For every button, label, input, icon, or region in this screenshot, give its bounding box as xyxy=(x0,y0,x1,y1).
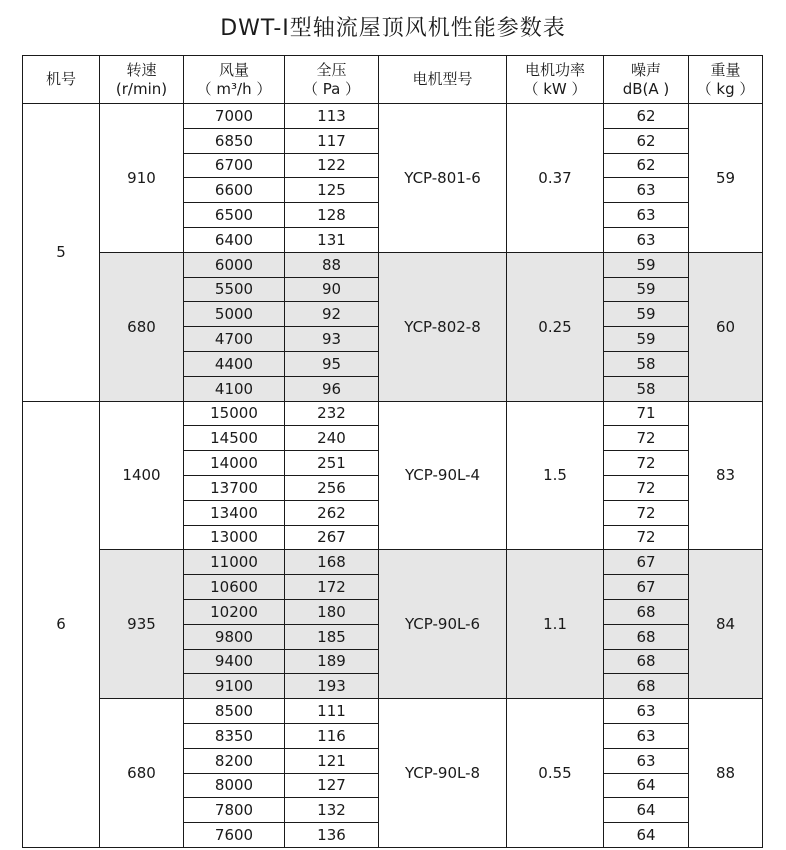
pressure-cell: 168 xyxy=(285,550,379,575)
airflow-cell: 10200 xyxy=(184,599,285,624)
airflow-cell: 7800 xyxy=(184,798,285,823)
noise-cell: 68 xyxy=(604,624,689,649)
header-weight: 重量 （ kg ） xyxy=(689,56,763,104)
header-pressure: 全压 （ Pa ） xyxy=(285,56,379,104)
motor-model-cell: YCP-90L-8 xyxy=(379,699,507,848)
pressure-cell: 127 xyxy=(285,773,379,798)
pressure-cell: 88 xyxy=(285,252,379,277)
airflow-cell: 8000 xyxy=(184,773,285,798)
noise-cell: 64 xyxy=(604,798,689,823)
header-machine-no: 机号 xyxy=(23,56,100,104)
airflow-cell: 6700 xyxy=(184,153,285,178)
pressure-cell: 113 xyxy=(285,104,379,129)
airflow-cell: 10600 xyxy=(184,575,285,600)
header-speed: 转速 (r/min) xyxy=(100,56,184,104)
noise-cell: 72 xyxy=(604,500,689,525)
airflow-cell: 9800 xyxy=(184,624,285,649)
airflow-cell: 13700 xyxy=(184,475,285,500)
airflow-cell: 4400 xyxy=(184,351,285,376)
airflow-cell: 7600 xyxy=(184,823,285,848)
noise-cell: 58 xyxy=(604,351,689,376)
pressure-cell: 131 xyxy=(285,227,379,252)
motor-power-cell: 1.1 xyxy=(507,550,604,699)
pressure-cell: 95 xyxy=(285,351,379,376)
table-row xyxy=(23,699,763,724)
weight-cell: 59 xyxy=(689,104,763,253)
speed-cell: 680 xyxy=(100,699,184,848)
noise-cell: 59 xyxy=(604,277,689,302)
noise-cell: 63 xyxy=(604,227,689,252)
motor-model-cell: YCP-90L-6 xyxy=(379,550,507,699)
airflow-cell: 14000 xyxy=(184,451,285,476)
table-row xyxy=(23,550,763,575)
performance-table xyxy=(22,55,763,848)
airflow-cell: 4100 xyxy=(184,376,285,401)
noise-cell: 67 xyxy=(604,575,689,600)
noise-cell: 58 xyxy=(604,376,689,401)
weight-cell: 60 xyxy=(689,252,763,401)
noise-cell: 64 xyxy=(604,823,689,848)
noise-cell: 72 xyxy=(604,451,689,476)
noise-cell: 68 xyxy=(604,674,689,699)
motor-power-cell: 0.37 xyxy=(507,104,604,253)
airflow-cell: 8350 xyxy=(184,723,285,748)
table-row xyxy=(23,401,763,426)
pressure-cell: 116 xyxy=(285,723,379,748)
noise-cell: 68 xyxy=(604,599,689,624)
pressure-cell: 256 xyxy=(285,475,379,500)
speed-cell: 680 xyxy=(100,252,184,401)
airflow-cell: 13400 xyxy=(184,500,285,525)
pressure-cell: 180 xyxy=(285,599,379,624)
airflow-cell: 4700 xyxy=(184,327,285,352)
motor-model-cell: YCP-801-6 xyxy=(379,104,507,253)
speed-cell: 910 xyxy=(100,104,184,253)
header-airflow: 风量 （ m³/h ） xyxy=(184,56,285,104)
noise-cell: 63 xyxy=(604,203,689,228)
pressure-cell: 92 xyxy=(285,302,379,327)
noise-cell: 72 xyxy=(604,426,689,451)
weight-cell: 83 xyxy=(689,401,763,550)
noise-cell: 67 xyxy=(604,550,689,575)
pressure-cell: 193 xyxy=(285,674,379,699)
machine-no-cell: 5 xyxy=(23,104,100,402)
noise-cell: 64 xyxy=(604,773,689,798)
airflow-cell: 9400 xyxy=(184,649,285,674)
header-noise: 噪声 dB(A ) xyxy=(604,56,689,104)
noise-cell: 63 xyxy=(604,723,689,748)
noise-cell: 62 xyxy=(604,128,689,153)
pressure-cell: 93 xyxy=(285,327,379,352)
airflow-cell: 8200 xyxy=(184,748,285,773)
pressure-cell: 96 xyxy=(285,376,379,401)
pressure-cell: 172 xyxy=(285,575,379,600)
noise-cell: 63 xyxy=(604,178,689,203)
pressure-cell: 251 xyxy=(285,451,379,476)
noise-cell: 68 xyxy=(604,649,689,674)
airflow-cell: 8500 xyxy=(184,699,285,724)
table-body xyxy=(23,104,763,848)
pressure-cell: 121 xyxy=(285,748,379,773)
airflow-cell: 7000 xyxy=(184,104,285,129)
airflow-cell: 6500 xyxy=(184,203,285,228)
table-row xyxy=(23,252,763,277)
motor-power-cell: 1.5 xyxy=(507,401,604,550)
noise-cell: 63 xyxy=(604,748,689,773)
airflow-cell: 13000 xyxy=(184,525,285,550)
airflow-cell: 5000 xyxy=(184,302,285,327)
noise-cell: 72 xyxy=(604,475,689,500)
noise-cell: 59 xyxy=(604,327,689,352)
motor-power-cell: 0.25 xyxy=(507,252,604,401)
noise-cell: 59 xyxy=(604,302,689,327)
pressure-cell: 117 xyxy=(285,128,379,153)
airflow-cell: 15000 xyxy=(184,401,285,426)
airflow-cell: 9100 xyxy=(184,674,285,699)
airflow-cell: 6000 xyxy=(184,252,285,277)
airflow-cell: 6400 xyxy=(184,227,285,252)
table-row xyxy=(23,104,763,129)
header-motor-power: 电机功率 （ kW ） xyxy=(507,56,604,104)
header-motor-model: 电机型号 xyxy=(379,56,507,104)
pressure-cell: 185 xyxy=(285,624,379,649)
pressure-cell: 132 xyxy=(285,798,379,823)
motor-model-cell: YCP-90L-4 xyxy=(379,401,507,550)
airflow-cell: 14500 xyxy=(184,426,285,451)
pressure-cell: 232 xyxy=(285,401,379,426)
page-title: DWT-I型轴流屋顶风机性能参数表 xyxy=(220,16,566,41)
weight-cell: 88 xyxy=(689,699,763,848)
noise-cell: 63 xyxy=(604,699,689,724)
airflow-cell: 6850 xyxy=(184,128,285,153)
noise-cell: 71 xyxy=(604,401,689,426)
pressure-cell: 128 xyxy=(285,203,379,228)
airflow-cell: 5500 xyxy=(184,277,285,302)
machine-no-cell: 6 xyxy=(23,401,100,847)
motor-model-cell: YCP-802-8 xyxy=(379,252,507,401)
pressure-cell: 122 xyxy=(285,153,379,178)
airflow-cell: 6600 xyxy=(184,178,285,203)
pressure-cell: 189 xyxy=(285,649,379,674)
pressure-cell: 136 xyxy=(285,823,379,848)
pressure-cell: 240 xyxy=(285,426,379,451)
pressure-cell: 111 xyxy=(285,699,379,724)
noise-cell: 59 xyxy=(604,252,689,277)
header-row xyxy=(23,56,763,104)
weight-cell: 84 xyxy=(689,550,763,699)
noise-cell: 72 xyxy=(604,525,689,550)
noise-cell: 62 xyxy=(604,104,689,129)
airflow-cell: 11000 xyxy=(184,550,285,575)
pressure-cell: 267 xyxy=(285,525,379,550)
pressure-cell: 125 xyxy=(285,178,379,203)
noise-cell: 62 xyxy=(604,153,689,178)
pressure-cell: 262 xyxy=(285,500,379,525)
motor-power-cell: 0.55 xyxy=(507,699,604,848)
speed-cell: 935 xyxy=(100,550,184,699)
speed-cell: 1400 xyxy=(100,401,184,550)
pressure-cell: 90 xyxy=(285,277,379,302)
